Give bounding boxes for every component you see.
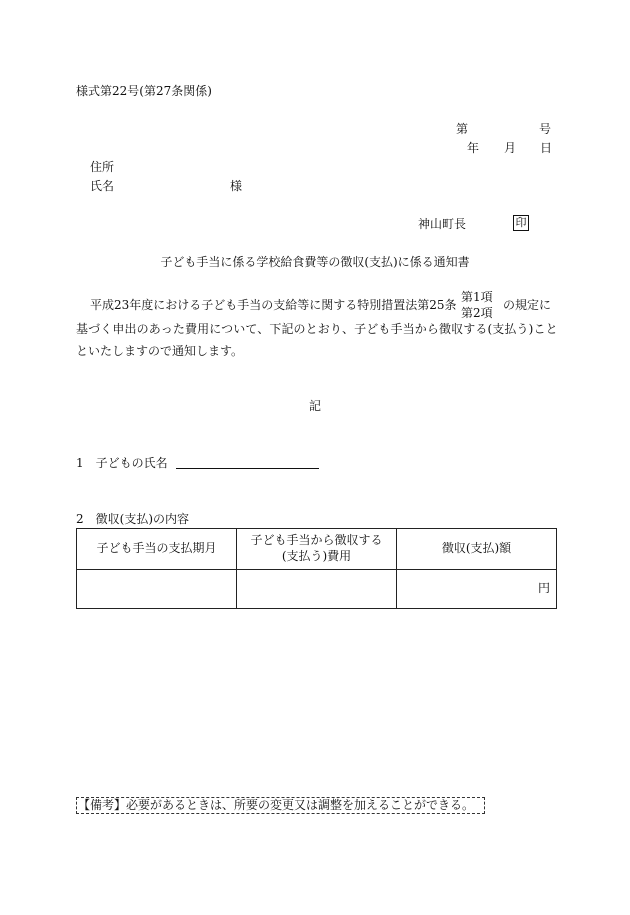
clause-option-2: 第2項 [461,306,493,320]
date-day-label: 日 [540,141,553,155]
seal-box: 印 [513,215,529,231]
item-1-label: 1 子どもの氏名 [76,456,168,470]
recipient-address-label: 住所 [90,160,115,174]
ki-heading: 記 [308,399,321,413]
date-year-label: 年 [467,141,480,155]
recipient-name-label: 氏名 [90,179,115,193]
body-line-3: といたしますので通知します。 [76,344,244,358]
header-collected-cost-line1: 子ども手当から徴収する [250,533,383,548]
child-name-underline[interactable] [176,468,319,469]
doc-number-prefix: 第 [456,122,469,136]
remarks-note: 【備考】必要があるときは、所要の変更又は調整を加えることができる。 [76,797,485,814]
form-identifier: 様式第22号(第27条関係) [76,84,212,98]
cell-amount[interactable] [397,570,557,609]
body-line-1-end: の規定に [503,298,552,312]
doc-number-suffix: 号 [539,122,552,136]
recipient-honorific: 様 [230,179,243,193]
clause-option-1: 第1項 [461,290,493,304]
body-line-2: 基づく申出のあった費用について、下記のとおり、子ども手当から徴収する(支払う)こと [76,322,558,336]
cell-payment-month[interactable] [77,570,237,609]
date-month-label: 月 [504,141,517,155]
collection-content-table [76,528,557,609]
body-line-1-start: 平成23年度における子ども手当の支給等に関する特別措置法第25条 [90,298,457,312]
header-collected-cost-line2: (支払う)費用 [281,549,352,563]
table-header-row [77,529,557,570]
issuer-title: 神山町長 [418,217,467,231]
amount-unit: 円 [537,581,550,596]
header-amount: 徴収(支払)額 [397,529,557,570]
table-row [77,570,557,609]
item-2-label: 2 徴収(支払)の内容 [76,512,189,526]
header-collected-cost [237,529,397,570]
document-title: 子ども手当に係る学校給食費等の徴収(支払)に係る通知書 [160,255,470,269]
cell-collected-cost[interactable] [237,570,397,609]
header-payment-month: 子ども手当の支払期月 [77,529,237,570]
